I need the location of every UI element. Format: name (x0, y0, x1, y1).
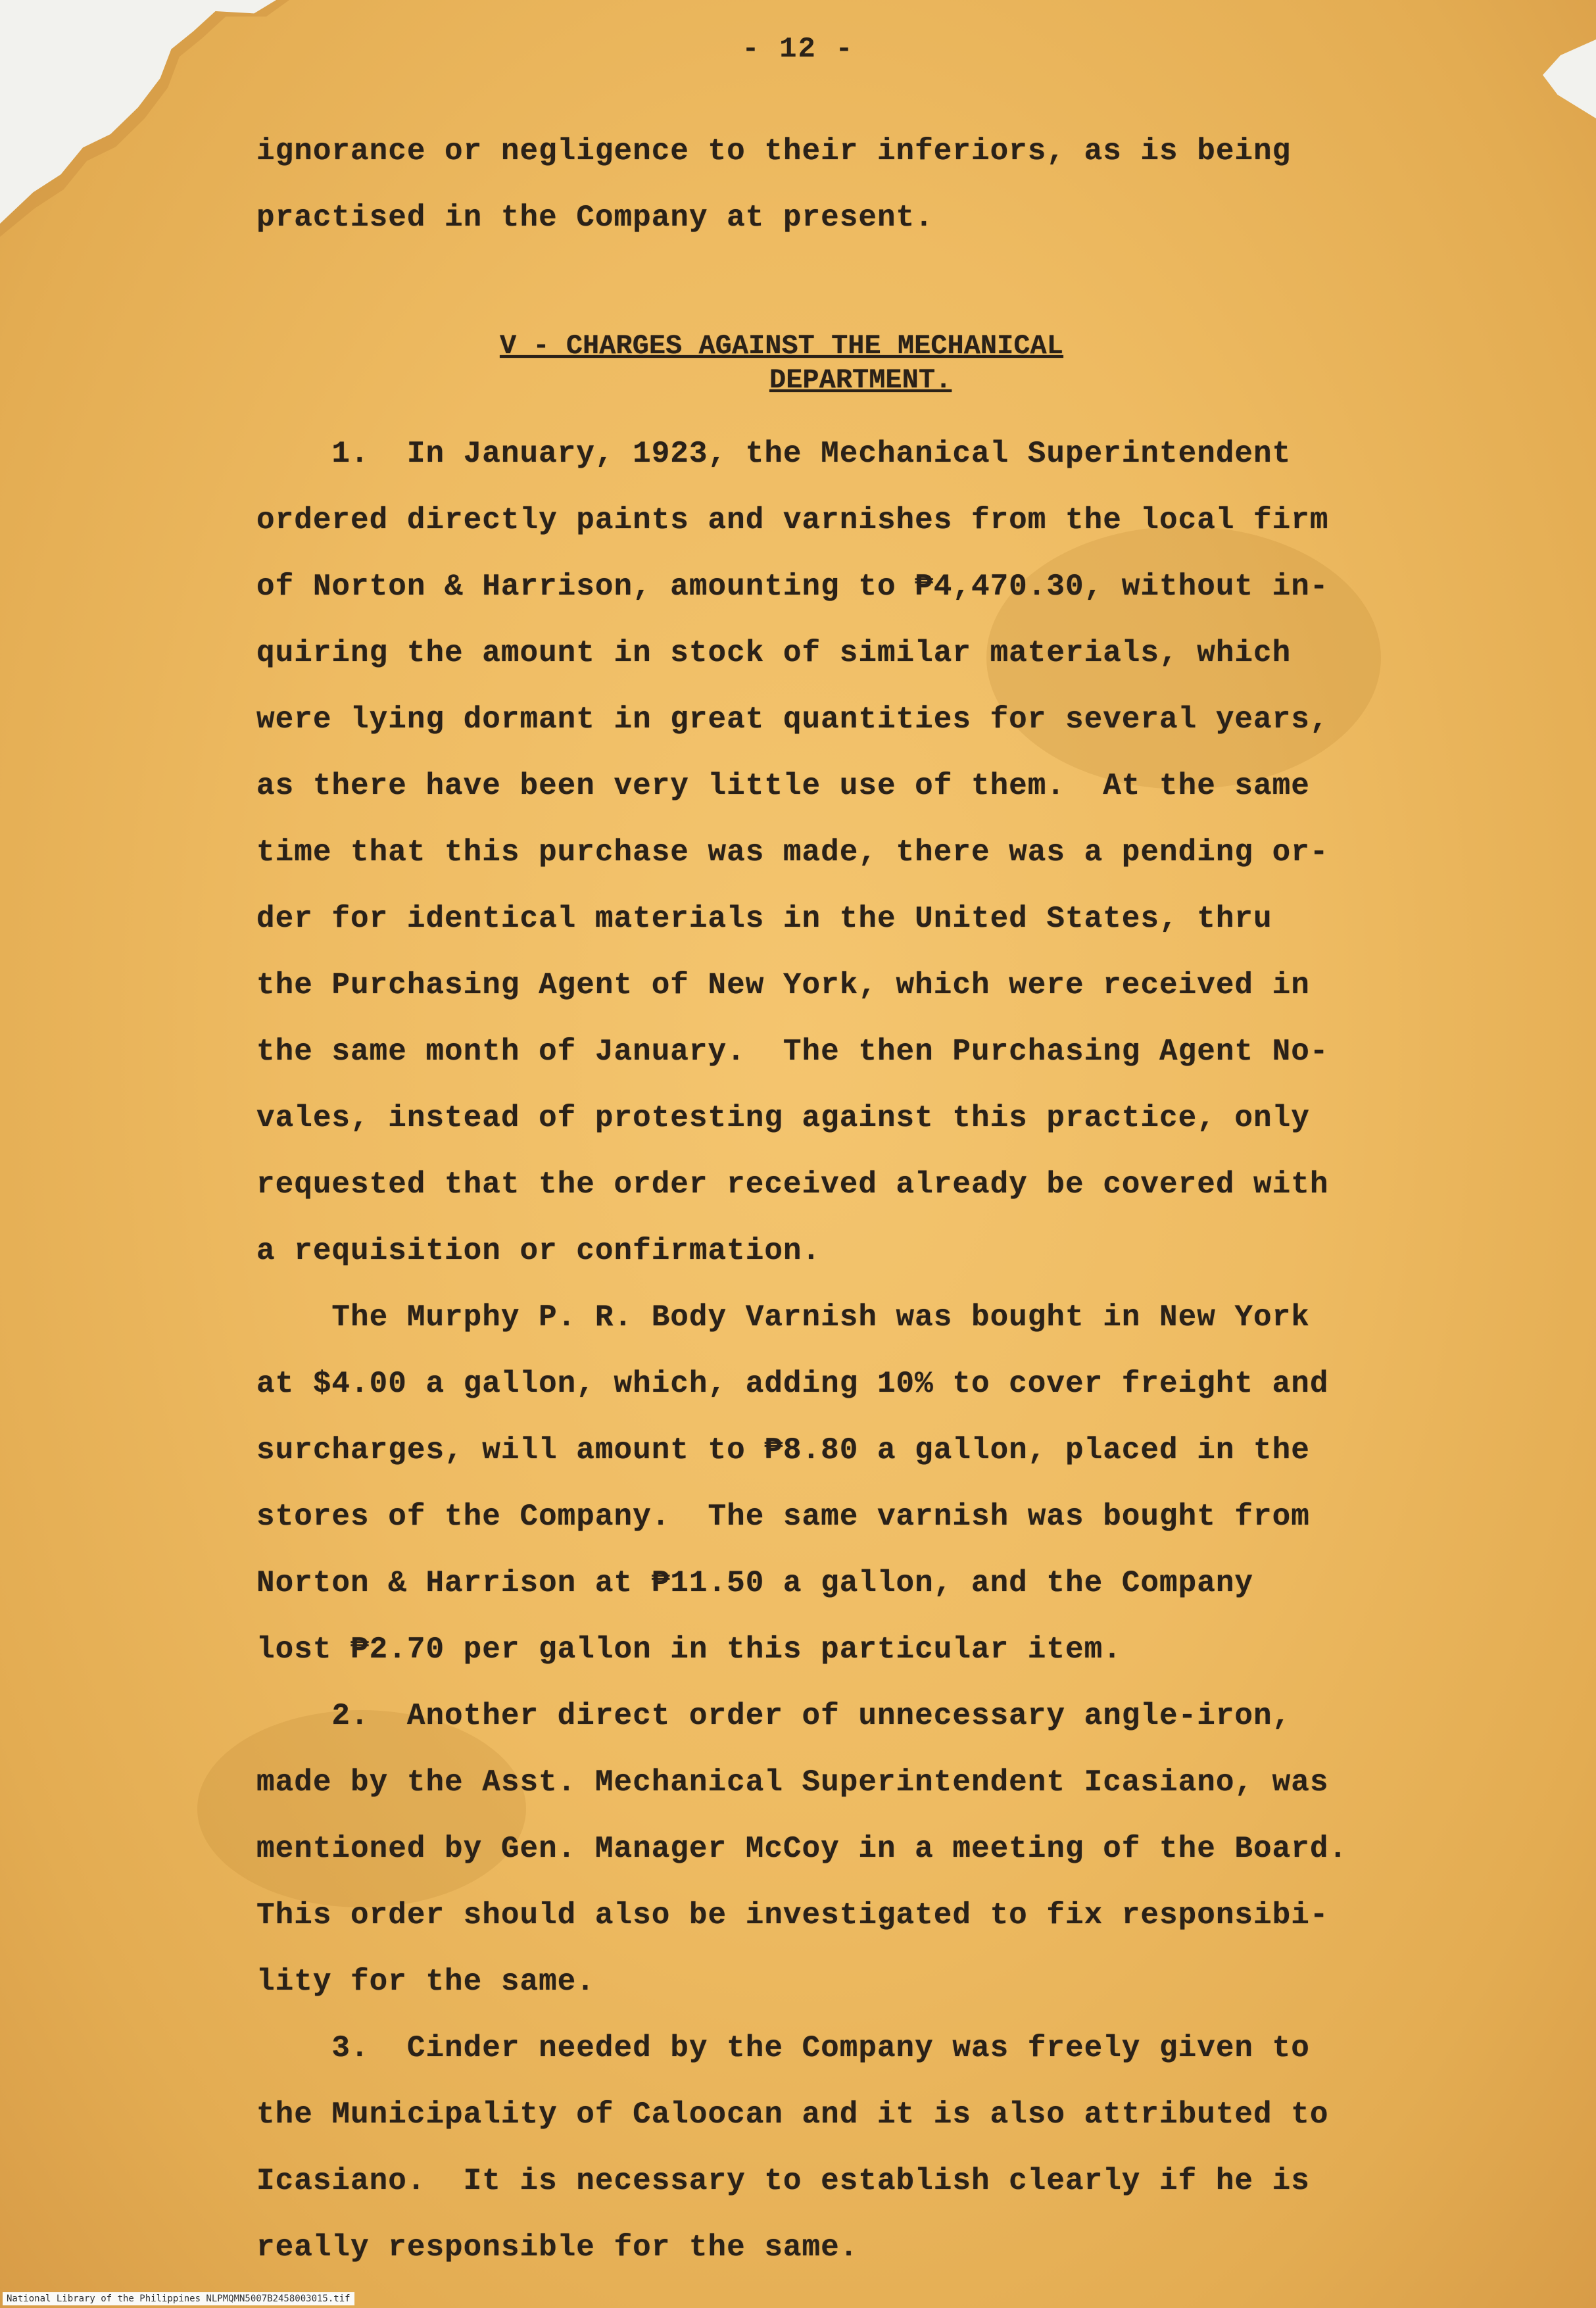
text-line: time that this purchase was made, there was a pending or- (256, 835, 1329, 870)
text-line: lost ₱2.70 per gallon in this particular item. (256, 1633, 1122, 1667)
text-line: lity for the same. (256, 1965, 595, 1999)
scan-footer: National Library of the Philippines NLPMQMN5007B2458003015.tif (3, 2292, 354, 2305)
text-line: practised in the Company at present. (256, 201, 934, 235)
text-line: 2. Another direct order of unnecessary angle-iron, (256, 1699, 1292, 1733)
text-line: Norton & Harrison at ₱11.50 a gallon, and the Company (256, 1566, 1254, 1600)
text-line: 3. Cinder needed by the Company was freely given to (256, 2031, 1310, 2065)
text-line: made by the Asst. Mechanical Superintendent Icasiano, was (256, 1765, 1329, 1800)
text-line: as there have been very little use of them. At the same (256, 769, 1310, 803)
text-line: were lying dormant in great quantities for several years, (256, 702, 1329, 737)
body-text (256, 421, 1420, 2281)
text-line: der for identical materials in the United States, thru (256, 902, 1272, 936)
text-line: really responsible for the same. (256, 2230, 859, 2265)
section-heading (500, 329, 1063, 397)
text-line: vales, instead of protesting against this practice, only (256, 1101, 1310, 1135)
text-line: mentioned by Gen. Manager McCoy in a meeting of the Board. (256, 1832, 1348, 1866)
text-line: at $4.00 a gallon, which, adding 10% to cover freight and (256, 1367, 1329, 1401)
text-line: requested that the order received already be covered with (256, 1167, 1329, 1202)
text-line: stores of the Company. The same varnish was bought from (256, 1500, 1310, 1534)
text-line: The Murphy P. R. Body Varnish was bought in New York (256, 1300, 1310, 1335)
text-line: 1. In January, 1923, the Mechanical Superintendent (256, 437, 1292, 471)
intro-paragraph (256, 118, 1420, 251)
text-line: ordered directly paints and varnishes from the local firm (256, 503, 1329, 537)
text-line: quiring the amount in stock of similar materials, which (256, 636, 1292, 670)
text-line: the Municipality of Caloocan and it is also attributed to (256, 2098, 1329, 2132)
text-line: the same month of January. The then Purchasing Agent No- (256, 1035, 1329, 1069)
section-heading-line-2: DEPARTMENT. (769, 364, 952, 396)
text-line: a requisition or confirmation. (256, 1234, 821, 1268)
page-number: - 12 - (742, 33, 854, 66)
text-line: surcharges, will amount to ₱8.80 a gallon, placed in the (256, 1433, 1310, 1467)
text-line: the Purchasing Agent of New York, which were received in (256, 968, 1310, 1002)
text-line: of Norton & Harrison, amounting to ₱4,470.30, without in- (256, 570, 1329, 604)
section-heading-line-1: V - CHARGES AGAINST THE MECHANICAL (500, 330, 1063, 362)
text-line: Icasiano. It is necessary to establish clearly if he is (256, 2164, 1310, 2198)
text-line: ignorance or negligence to their inferiors, as is being (256, 134, 1292, 168)
text-line: This order should also be investigated to fix responsibi- (256, 1898, 1329, 1932)
